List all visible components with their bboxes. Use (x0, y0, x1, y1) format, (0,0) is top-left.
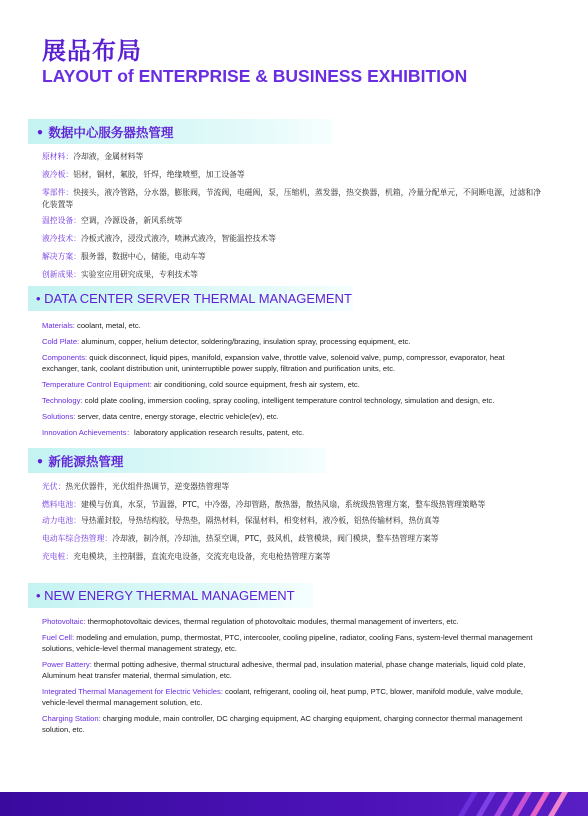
section-heading-text: • NEW ENERGY THERMAL MANAGEMENT (36, 588, 295, 603)
list-item: Power Battery: thermal potting adhesive, thermal structural adhesive, thermal pad, insulation material, phase change materials, liquid cold plate, Aluminum heat transfer material, thermal simulation, etc. (42, 660, 526, 680)
section-heading-text: • 数据中心服务器热管理 (36, 124, 174, 140)
section-body-datacenter-en (42, 320, 542, 443)
list-item: 温控设备：空调，冷源设备，新风系统等 (42, 216, 183, 225)
list-item: 光伏：热光伏器件，光伏组件热调节，逆变器热管理等 (42, 482, 230, 491)
page-title-en: LAYOUT of ENTERPRISE & BUSINESS EXHIBITION (42, 66, 468, 86)
list-item: Innovation Achievements：laboratory application research results, patent, etc. (42, 428, 305, 437)
section-heading-energy-en (28, 583, 313, 608)
list-item: 解决方案：服务器，数据中心，储能，电动车等 (42, 252, 206, 261)
list-item: Solutions: server, data centre, energy storage, electric vehicle(ev), etc. (42, 412, 279, 421)
list-item: 液冷板：铝材，铜材，氟胶，钎焊，绝缘喷塑，加工设备等 (42, 170, 245, 179)
section-body-energy-cn (42, 481, 542, 569)
list-item: 零部件：快接头，液冷管路，分水器，膨胀阀，节流阀，电磁阀，泵，压缩机，蒸发器，热交换器，机箱，冷量分配单元，不间断电源，过滤和净化装置等 (42, 188, 541, 209)
list-item: 充电桩：充电模块，主控制器，直流充电设备，交流充电设备，充电枪热管理方案等 (42, 552, 331, 561)
stripe-decoration-icon (438, 792, 588, 816)
list-item: 电动车综合热管理：冷却液，制冷剂，冷却油，热泵空调，PTC，鼓风机，歧管模块，阀门模块，整车热管理方案等 (42, 534, 439, 543)
list-item: Fuel Cell: modeling and emulation, pump, thermostat, PTC, intercooler, cooling pipeline, radiator, cooling Fans, system-level thermal management solutions, vehicle-level thermal management strategy, etc. (42, 633, 533, 653)
list-item: 动力电池：导热灌封胶，导热结构胶，导热垫，隔热材料，保温材料，相变材料，液冷板，铝热传输材料，热仿真等 (42, 516, 440, 525)
list-item: Materials: coolant, metal, etc. (42, 321, 141, 330)
list-item: 原材料：冷却液，金属材料等 (42, 152, 144, 161)
list-item: Charging Station: charging module, main controller, DC charging equipment, AC charging equipment, charging connector thermal management solution, etc. (42, 714, 523, 734)
list-item: Technology: cold plate cooling, immersion cooling, spray cooling, intelligent temperature control technology, simulation and design, etc. (42, 396, 495, 405)
footer-band (0, 792, 588, 816)
page-title-cn: 展品布局 (42, 37, 142, 65)
list-item: Cold Plate: aluminum, copper, helium detector, soldering/brazing, insulation spray, processing equipment, etc. (42, 337, 411, 346)
list-item: Components: quick disconnect, liquid pipes, manifold, expansion valve, throttle valve, solenoid valve, pump, compressor, evaporator, heat exchanger, tank, coolant distribution unit, uninterruptible power supply, filtration and purification units, etc. (42, 353, 505, 373)
section-body-datacenter-cn (42, 151, 542, 287)
section-heading-energy-cn (28, 448, 326, 473)
list-item: Photovoltaic: thermophotovoltaic devices, thermal regulation of photovoltaic modules, thermal management of inverters, etc. (42, 617, 459, 626)
list-item: 液冷技术：冷板式液冷，浸没式液冷，喷淋式液冷，智能温控技术等 (42, 234, 276, 243)
list-item: Temperature Control Equipment: air conditioning, cold source equipment, fresh air system, etc. (42, 380, 360, 389)
section-heading-text: • DATA CENTER SERVER THERMAL MANAGEMENT (36, 291, 352, 306)
list-item: 燃料电池：建模与仿真，水泵，节温器，PTC，中冷器，冷却管路，散热器，散热风扇，系统级热管理方案，整车级热管理策略等 (42, 500, 486, 509)
section-heading-datacenter-cn (28, 119, 333, 144)
section-heading-text: • 新能源热管理 (36, 453, 124, 469)
section-body-energy-en (42, 616, 542, 740)
section-heading-datacenter-en (28, 286, 353, 311)
list-item: Integrated Thermal Management for Electric Vehicles: coolant, refrigerant, cooling oil, heat pump, PTC, blower, manifold module, valve module, vehicle-level thermal management solution, etc. (42, 687, 524, 707)
list-item: 创新成果：实验室应用研究成果，专利技术等 (42, 270, 198, 279)
